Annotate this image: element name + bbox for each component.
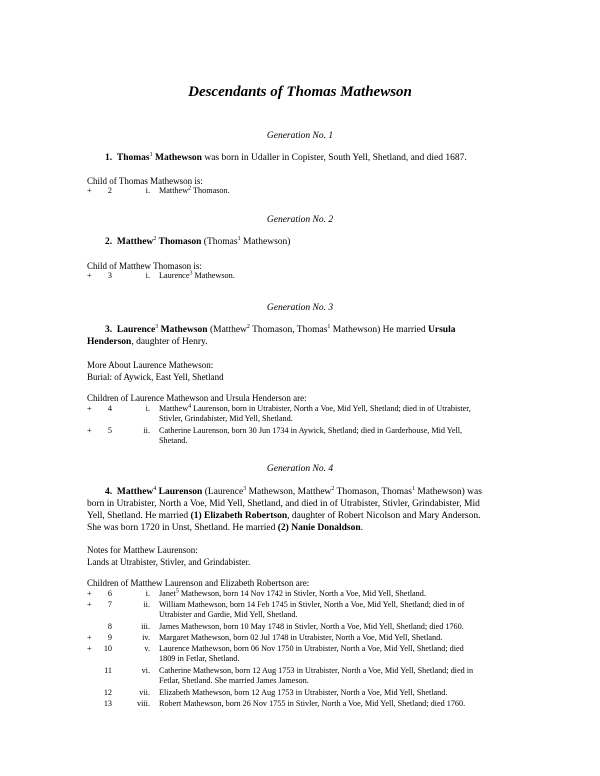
entry-text: Mathewson) He married [332, 325, 426, 335]
spouse-name: Ursula [428, 325, 456, 335]
has-descendants-marker: + [87, 589, 92, 598]
child-name: Matthew [159, 186, 189, 195]
child-generation: 2 [188, 185, 192, 192]
generation-heading: Generation No. 2 [266, 215, 334, 225]
child-roman: i. [145, 271, 150, 280]
child-rest: Thomason. [193, 186, 230, 195]
person-entry [87, 152, 517, 164]
child-number: 9 [107, 633, 112, 642]
child-roman: iii. [141, 622, 150, 631]
child-name: Matthew [159, 404, 189, 413]
notes-heading: Notes for Matthew Laurenson: [87, 545, 198, 555]
child-name: Laurence Mathewson, born 06 Nov 1750 in Utrabister, North a Voe, Mid Yell, Shetland; died [159, 644, 464, 653]
entry-number: 3. [105, 325, 113, 335]
child-rest-cont: Shetand. [159, 436, 188, 445]
person-surname: Mathewson [160, 325, 208, 335]
child-number: 7 [107, 600, 112, 609]
entry-text: , daughter of Robert Nicolson and Mary Anderson. [287, 511, 481, 521]
child-name: Janet [159, 589, 176, 598]
generation-number: 3 [155, 323, 159, 330]
spouse-surname: Henderson [87, 337, 132, 347]
child-number: 11 [104, 666, 112, 675]
has-descendants-marker: + [87, 271, 92, 280]
child-roman: ii. [143, 600, 150, 609]
entry-text: (Laurence [204, 487, 244, 497]
child-generation: 5 [175, 588, 179, 595]
child-text [159, 404, 514, 424]
has-descendants-marker: + [87, 426, 92, 435]
entry-text: born in Utrabister, North a Voe, Mid Yell, Shetland, and died in of Utrabister, Stivler, Grindabister, Mid [87, 499, 480, 509]
child-number: 2 [107, 186, 112, 195]
child-name: Catherine Mathewson, born 12 Aug 1753 in Utrabister, North a Voe, Mid Yell, Shetland; died in [159, 666, 474, 675]
entry-text: Thomason, Thomas [336, 487, 412, 497]
child-roman: v. [144, 644, 150, 653]
child-roman: iv. [142, 633, 150, 642]
children-intro: Children of Laurence Mathewson and Ursula Henderson are: [87, 393, 307, 403]
entry-number: 1. [105, 153, 113, 163]
child-name: Catherine Laurenson, born 30 Jun 1734 in Aywick, Shetland; died in Garderhouse, Mid Yell, [159, 426, 463, 435]
has-descendants-marker: + [87, 404, 92, 413]
child-name: William Mathewson, born 14 Feb 1745 in Stivler, North a Voe, Mid Yell, Shetland; died in of [159, 600, 465, 609]
person-surname: Thomason [158, 237, 202, 247]
person-name: Matthew [116, 237, 154, 247]
entry-text: She was born 1720 in Unst, Shetland. He married [87, 523, 276, 533]
children-intro: Child of Matthew Thomason is: [87, 261, 202, 271]
spouse-name: (2) Nanie Donaldson [277, 523, 361, 533]
generation-number: 4 [153, 485, 157, 492]
child-roman: i. [145, 404, 150, 413]
person-name: Matthew [116, 487, 154, 497]
child-text [159, 589, 514, 599]
child-number: 13 [103, 699, 112, 708]
child-rest-cont: 1809 in Fetlar, Shetland. [159, 654, 240, 663]
generation-heading: Generation No. 4 [266, 464, 334, 474]
child-number: 8 [107, 622, 112, 631]
person-entry [87, 324, 517, 348]
child-rest: Mathewson. [194, 271, 235, 280]
child-roman: ii. [143, 426, 150, 435]
child-text: Robert Mathewson, born 26 Nov 1755 in Stivler, North a Voe, Mid Yell, Shetland; died 1760. [159, 699, 466, 708]
ancestor-generation: 2 [331, 485, 335, 492]
child-number: 4 [107, 404, 112, 413]
child-number: 5 [107, 426, 112, 435]
child-name: Laurence [159, 271, 190, 280]
person-surname: Mathewson [154, 153, 202, 163]
entry-text: Mathewson) [242, 237, 291, 247]
child-rest-cont: Utrabister and Gardie, Mid Yell, Shetland. [159, 610, 298, 619]
entry-text: Thomason, Thomas [252, 325, 328, 335]
has-descendants-marker: + [87, 644, 92, 653]
entry-text: Yell, Shetland. He married [87, 511, 189, 521]
child-text [159, 186, 514, 196]
child-number: 3 [107, 271, 112, 280]
generation-heading: Generation No. 3 [266, 303, 334, 313]
entry-number: 2. [105, 237, 113, 247]
entry-text: Mathewson) was [417, 487, 482, 497]
person-entry [87, 236, 517, 248]
children-intro: Children of Matthew Laurenson and Elizabeth Robertson are: [87, 578, 310, 588]
entry-text: was born in Udaller in Copister, South Yell, Shetland, and died 1687. [204, 153, 467, 163]
child-text [159, 271, 514, 281]
children-intro: Child of Thomas Mathewson is: [87, 176, 203, 186]
entry-text: , daughter of Henry. [131, 337, 208, 347]
entry-text: (Thomas [203, 237, 238, 247]
child-roman: vi. [141, 666, 150, 675]
child-generation: 4 [188, 403, 192, 410]
generation-heading: Generation No. 1 [266, 131, 334, 141]
child-text [159, 426, 514, 446]
child-rest-cont: Fetlar, Shetland. She married James Jameson. [159, 676, 309, 685]
ancestor-generation: 1 [411, 485, 415, 492]
child-text [159, 666, 514, 686]
generation-number: 1 [149, 151, 153, 158]
burial-info: Burial: of Aywick, East Yell, Shetland [87, 372, 224, 382]
ancestor-generation: 1 [327, 323, 331, 330]
generation-number: 2 [153, 235, 157, 242]
child-text: Elizabeth Mathewson, born 12 Aug 1753 in Utrabister, North a Voe, Mid Yell, Shetland. [159, 688, 448, 697]
child-generation: 3 [189, 270, 193, 277]
parent-generation: 1 [237, 235, 241, 242]
entry-text: . [360, 523, 364, 533]
ancestor-generation: 3 [243, 485, 247, 492]
child-text [159, 644, 514, 664]
notes-text: Lands at Utrabister, Stivler, and Grindabister. [87, 557, 251, 567]
has-descendants-marker: + [87, 186, 92, 195]
has-descendants-marker: + [87, 633, 92, 642]
spouse-name: (1) Elizabeth Robertson [190, 511, 288, 521]
ancestor-generation: 2 [246, 323, 250, 330]
child-number: 6 [107, 589, 112, 598]
child-rest-cont: Stivler, Grindabister, Mid Yell, Shetland. [159, 414, 293, 423]
child-roman: vii. [139, 688, 150, 697]
person-name: Laurence [116, 325, 156, 335]
person-name: Thomas [116, 153, 150, 163]
child-rest: Laurenson, born in Utrabister, North a Voe, Mid Yell, Shetland; died in of Utrabister, [193, 404, 471, 413]
child-rest: Mathewson, born 14 Nov 1742 in Stivler, North a Voe, Mid Yell, Shetland. [180, 589, 426, 598]
child-text [159, 600, 514, 620]
document-title: Descendants of Thomas Mathewson [188, 84, 412, 100]
entry-text: Mathewson, Matthew [248, 487, 332, 497]
entry-number: 4. [105, 487, 113, 497]
child-number: 12 [103, 688, 112, 697]
has-descendants-marker: + [87, 600, 92, 609]
more-about-heading: More About Laurence Mathewson: [87, 360, 214, 370]
child-roman: i. [145, 186, 150, 195]
person-entry [87, 486, 517, 534]
entry-text: (Matthew [209, 325, 247, 335]
child-number: 10 [103, 644, 112, 653]
child-text: Margaret Mathewson, born 02 Jul 1748 in Utrabister, North a Voe, Mid Yell, Shetland. [159, 633, 443, 642]
child-roman: i. [145, 589, 150, 598]
child-text: James Mathewson, born 10 May 1748 in Stivler, North a Voe, Mid Yell, Shetland; died 1760. [159, 622, 464, 631]
child-roman: viii. [137, 699, 150, 708]
person-surname: Laurenson [158, 487, 203, 497]
